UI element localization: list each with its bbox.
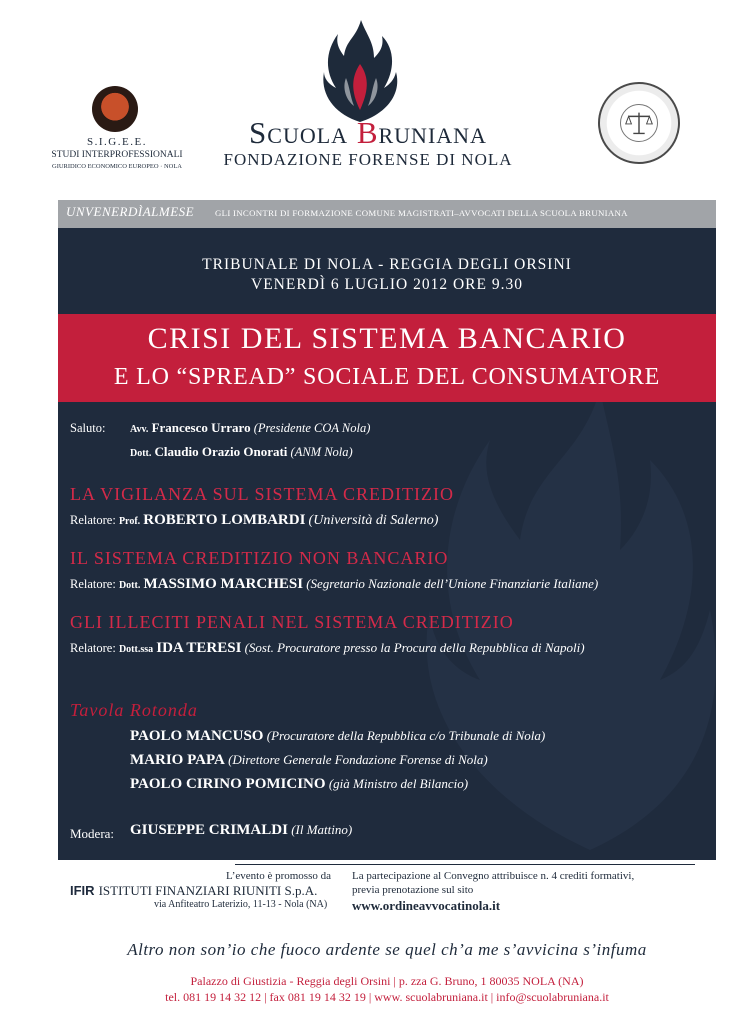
talk-topic: IL SISTEMA CREDITIZIO NON BANCARIO <box>70 548 449 568</box>
school-name: Scuola Bruniana <box>249 115 487 150</box>
credits-info: previa prenotazione sul sito <box>352 884 474 896</box>
sigee-name: S.I.G.E.E. <box>87 136 147 148</box>
school-subtitle: FONDAZIONE FORENSE DI NOLA <box>223 150 513 169</box>
footer-address: Palazzo di Giustizia - Reggia degli Orsini | p. zza G. Bruno, 1 80035 NOLA (NA) <box>190 974 584 988</box>
event-subtitle: E LO “SPREAD” SOCIALE DEL CONSUMATORE <box>113 364 661 390</box>
footer-contacts: tel. 081 19 14 32 12 | fax 081 19 14 32 19 | www. scuolabruniana.it | info@scuolabruniana.it <box>165 990 609 1004</box>
greeting-item: Dott. Claudio Orazio Onorati (ANM Nola) <box>130 444 353 459</box>
sigee-subtitle: STUDI INTERPROFESSIONALI <box>51 150 183 160</box>
motto: Altro non son’io che fuoco ardente se quel ch’a me s’avvicina s’infuma <box>127 940 647 959</box>
event-venue: TRIBUNALE DI NOLA - REGGIA DEGLI ORSINI <box>202 256 572 273</box>
sponsor-name: ISTITUTI FINANZIARI RIUNITI S.p.A. <box>98 883 318 898</box>
credits-info: La partecipazione al Convegno attribuisce n. 4 crediti formativi, <box>352 870 635 882</box>
panelist: PAOLO CIRINO POMICINO (già Ministro del Bilancio) <box>130 776 469 792</box>
sponsor-address: via Anfiteatro Laterizio, 11-13 - Nola (NA) <box>154 899 328 910</box>
greetings-label: Saluto: <box>70 421 106 435</box>
ifir-logo: IFIR <box>70 883 95 898</box>
panelist: MARIO PAPA (Direttore Generale Fondazione Forense di Nola) <box>130 752 488 768</box>
promoted-by: L’evento è promosso da <box>226 870 331 882</box>
series-description: GLI INCONTRI DI FORMAZIONE COMUNE MAGISTRATI–AVVOCATI DELLA SCUOLA BRUNIANA <box>215 208 628 218</box>
talk-topic: LA VIGILANZA SUL SISTEMA CREDITIZIO <box>70 484 454 504</box>
talk-speaker: Relatore: Dott. MASSIMO MARCHESI (Segretario Nazionale dell’Unione Finanziarie Italiane) <box>70 576 599 592</box>
greeting-item: Avv. Francesco Urraro (Presidente COA Nola) <box>130 420 371 435</box>
sigee-subtitle-small: GIURIDICO ECONOMICO EUROPEO · NOLA <box>52 163 182 170</box>
event-date: VENERDÌ 6 LUGLIO 2012 ORE 9.30 <box>251 276 523 293</box>
round-table-heading: Tavola Rotonda <box>70 700 198 720</box>
moderator-label: Modera: <box>70 826 115 841</box>
sigee-logo <box>92 86 138 132</box>
flame-logo-icon <box>316 18 406 126</box>
moderator: GIUSEPPE CRIMALDI (Il Mattino) <box>130 822 353 838</box>
event-title: CRISI DEL SISTEMA BANCARIO <box>147 322 627 355</box>
talk-topic: GLI ILLECITI PENALI NEL SISTEMA CREDITIZIO <box>70 612 514 632</box>
talk-speaker: Relatore: Prof. ROBERTO LOMBARDI (Università di Salerno) <box>70 512 439 528</box>
panelist: PAOLO MANCUSO (Procuratore della Repubblica c/o Tribunale di Nola) <box>130 728 546 744</box>
sponsor <box>70 882 317 900</box>
talk-speaker: Relatore: Dott.ssa IDA TERESI (Sost. Procuratore presso la Procura della Repubblica di Napoli) <box>70 640 585 656</box>
registration-link[interactable]: www.ordineavvocatinola.it <box>352 898 501 913</box>
divider <box>235 864 695 865</box>
series-brand: UNVENERDÌALMESE <box>66 204 195 219</box>
scales-icon <box>620 104 658 142</box>
